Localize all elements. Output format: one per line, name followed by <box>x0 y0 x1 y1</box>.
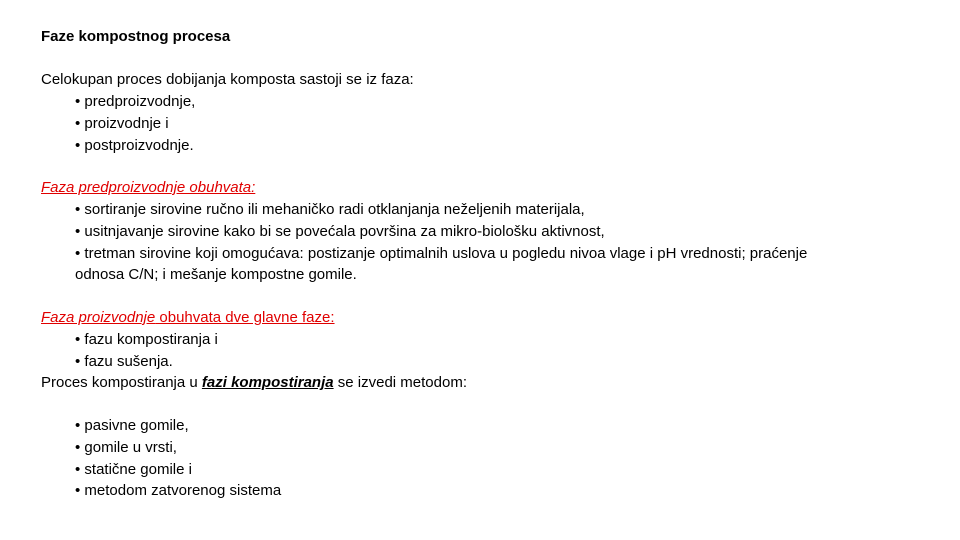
method-item-3: • statične gomile i <box>75 461 192 478</box>
section2-item-1: • fazu kompostiranja i <box>75 331 218 348</box>
page-title: Faze kompostnog procesa <box>41 28 231 45</box>
section1-item-2: • usitnjavanje sirovine kako bi se povećala površina za mikro-biološku aktivnost, <box>75 223 605 240</box>
section1-heading: Faza predproizvodnje obuhvata: <box>41 179 256 196</box>
section1-item-3: • tretman sirovine koji omogućava: postizanje optimalnih uslova u pogledu nivoa vlage i pH vrednosti; praćenje <box>75 245 808 262</box>
section2-heading-rest: obuhvata dve glavne faze: <box>155 309 335 326</box>
intro-item-3: • postproizvodnje. <box>75 137 194 154</box>
method-prefix: Proces kompostiranja u <box>41 374 202 391</box>
section1-item-3-continued: odnosa C/N; i mešanje kompostne gomile. <box>75 266 357 283</box>
section2-heading <box>41 308 335 328</box>
intro-text: Celokupan proces dobijanja komposta sastoji se iz faza: <box>41 71 414 88</box>
method-item-1: • pasivne gomile, <box>75 417 189 434</box>
method-emphasis: fazi kompostiranja <box>201 374 334 391</box>
method-sentence <box>41 373 467 393</box>
intro-item-2: • proizvodnje i <box>75 115 169 132</box>
section2-heading-red: Faza proizvodnje <box>41 309 156 326</box>
method-item-4: • metodom zatvorenog sistema <box>75 482 282 499</box>
method-suffix: se izvedi metodom: <box>333 374 467 391</box>
intro-item-1: • predproizvodnje, <box>75 93 196 110</box>
method-item-2: • gomile u vrsti, <box>75 439 177 456</box>
section2-item-2: • fazu sušenja. <box>75 353 173 370</box>
section1-item-1: • sortiranje sirovine ručno ili mehaničko radi otklanjanja neželjenih materijala, <box>75 201 585 218</box>
